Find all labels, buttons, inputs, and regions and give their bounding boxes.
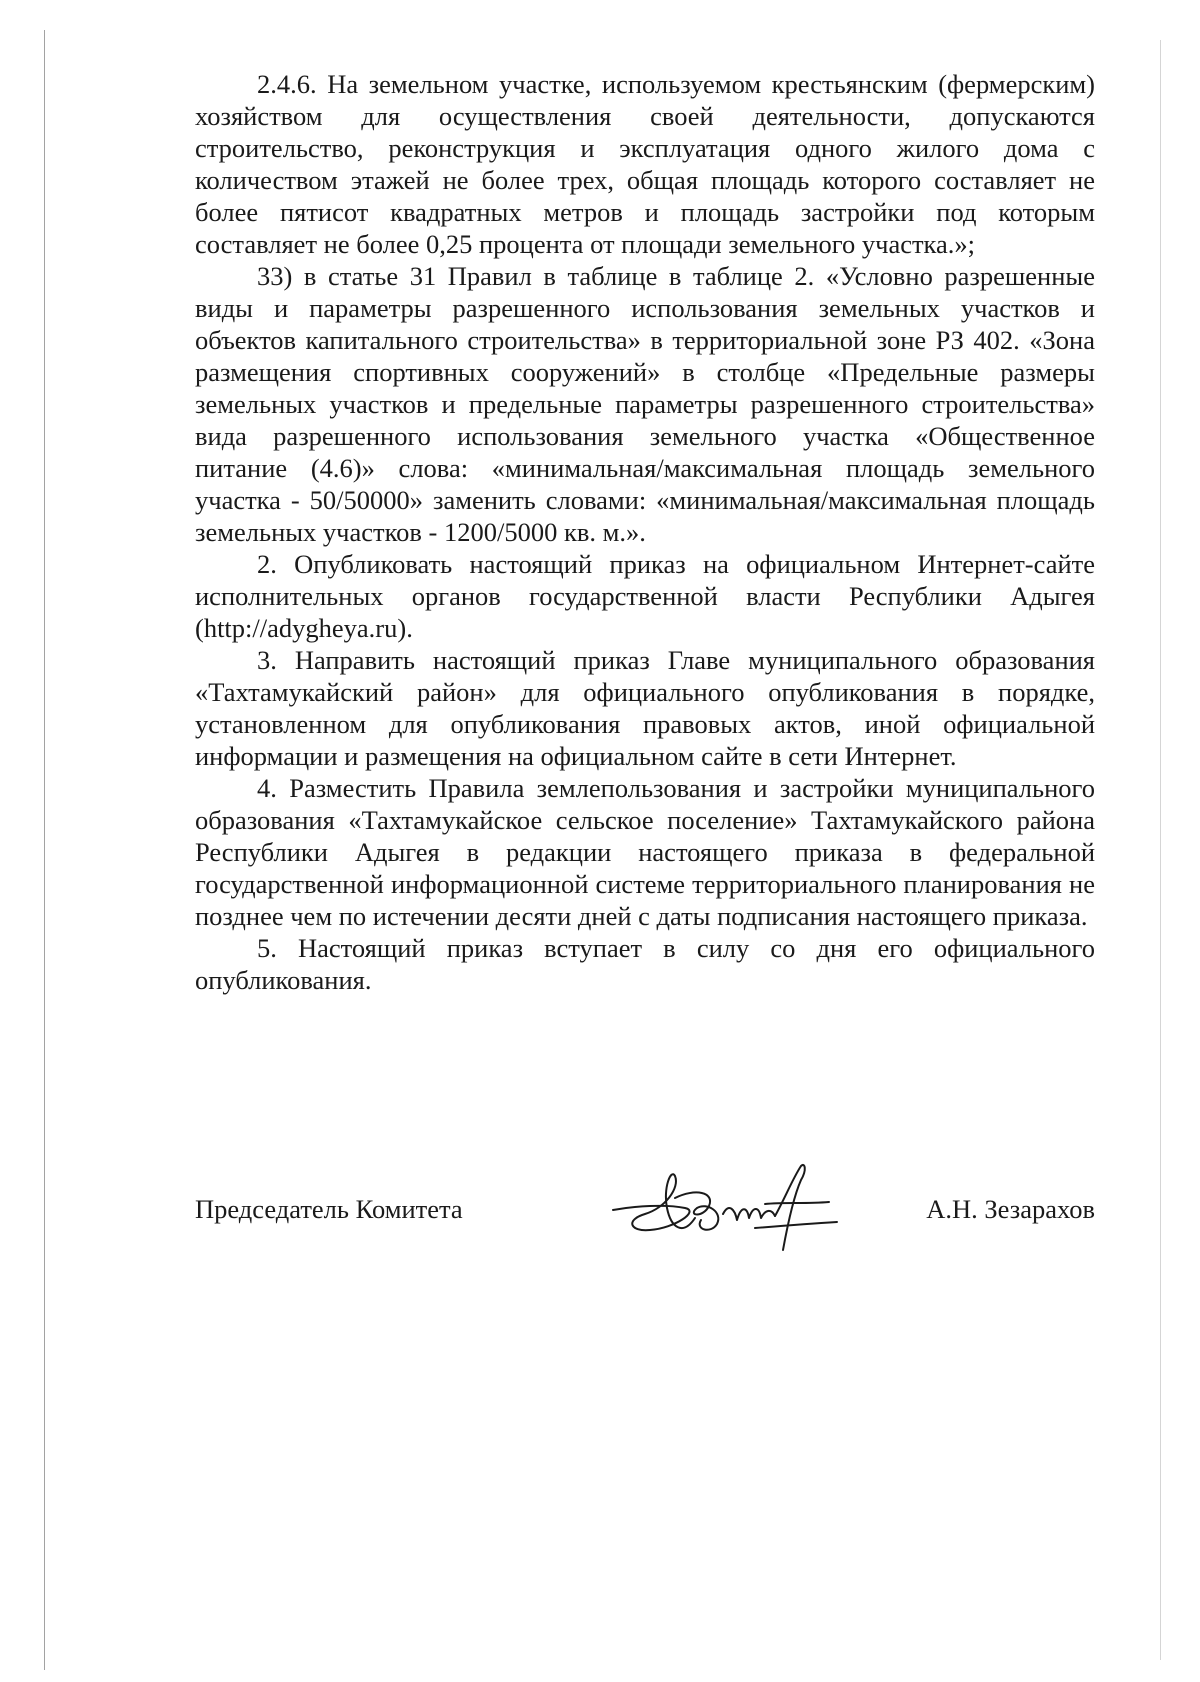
signatory-position: Председатель Комитета <box>195 1194 463 1224</box>
signatory-name: А.Н. Зезарахов <box>926 1194 1095 1224</box>
document-body <box>195 68 1095 996</box>
scan-edge-right <box>1160 40 1161 1660</box>
scan-edge-left <box>44 30 45 1670</box>
paragraph-33: 33) в статье 31 Правил в таблице в таблице 2. «Условно разрешенные виды и параметры разрешенного использования земельных участков и объектов капитального строительства» в территориальной зоне РЗ 402. «Зона размещения спортивных сооружений» в столбце «Предельные размеры земельных участков и предельные параметры разрешенного строительства» вида разрешенного использования земельного участка «Общественное питание (4.6)» слова: «минимальная/максимальная площадь земельного участка - 50/50000» заменить словами: «минимальная/максимальная площадь земельных участков - 1200/5000 кв. м.». <box>195 261 1095 547</box>
signature-block <box>195 1180 1095 1250</box>
paragraph-2: 2. Опубликовать настоящий приказ на официальном Интернет-сайте исполнительных органов государственной власти Республики Адыгея (http://adygheya.ru). <box>195 549 1095 643</box>
paragraph-4: 4. Разместить Правила землепользования и застройки муниципального образования «Тахтамукайское сельское поселение» Тахтамукайского района Республики Адыгея в редакции настоящего приказа в федеральной государственной информационной системе территориального планирования не позднее чем по истечении десяти дней с даты подписания настоящего приказа. <box>195 773 1095 931</box>
paragraph-3: 3. Направить настоящий приказ Главе муниципального образования «Тахтамукайский район» для официального опубликования в порядке, установленном для опубликования правовых актов, иной официальной информации и размещения на официальном сайте в сети Интернет. <box>195 645 1095 771</box>
handwritten-signature <box>605 1158 845 1258</box>
paragraph-5: 5. Настоящий приказ вступает в силу со дня его официального опубликования. <box>195 933 1095 995</box>
paragraph-2-4-6: 2.4.6. На земельном участке, используемом крестьянским (фермерским) хозяйством для осуществления своей деятельности, допускаются строительство, реконструкция и эксплуатация одного жилого дома с количеством этажей не более трех, общая площадь которого составляет не более пятисот квадратных метров и площадь застройки под которым составляет не более 0,25 процента от площади земельного участка.»; <box>195 69 1095 259</box>
